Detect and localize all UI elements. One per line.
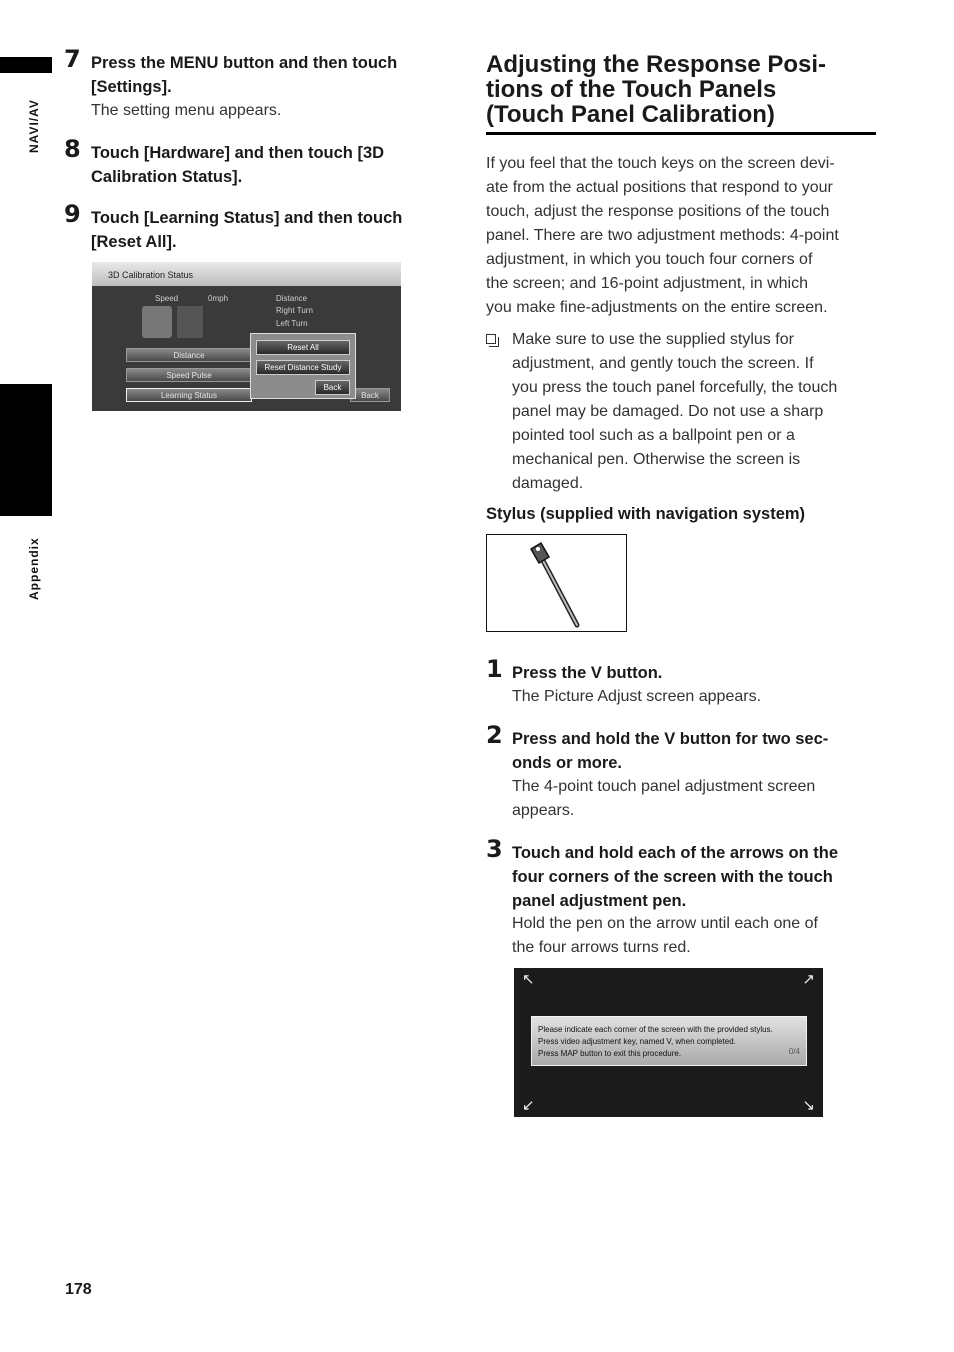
arrow-bottom-right-icon[interactable]: ↘ [802, 1097, 815, 1114]
right-turn-label: Right Turn [276, 306, 313, 315]
popup-back-button[interactable]: Back [315, 380, 350, 395]
speed-value: 0mph [208, 294, 229, 303]
arrow-top-right-icon[interactable]: ↗ [802, 971, 815, 988]
step-number-2: 2 [486, 721, 503, 749]
speed-pulse-button[interactable]: Speed Pulse [126, 368, 252, 382]
step-7-body: The setting menu appears. [91, 102, 282, 119]
step-2-title: Press and hold the V button for two sec- onds or more. [512, 730, 829, 772]
reset-distance-study-button[interactable]: Reset Distance Study [256, 360, 350, 375]
step-number-3: 3 [486, 835, 503, 863]
instruction-line-3: Press MAP button to exit this procedure. [538, 1049, 682, 1058]
reset-popup [250, 333, 356, 399]
note-checkbox-icon [486, 334, 496, 344]
side-tab-navi [0, 57, 52, 73]
instruction-line-2: Press video adjustment key, named V, when completed. [538, 1037, 736, 1046]
step-number-8: 8 [64, 135, 81, 163]
caution-note: Make sure to use the supplied stylus for adjustment, and gently touch the screen. If you press the touch panel forcefully, the touch panel may be damaged. Do not use a sharp pointed tool such as a ballpoint pen or a mechanical pen. Otherwise the screen is damaged. [486, 328, 878, 496]
step-1-body: The Picture Adjust screen appears. [512, 688, 762, 705]
step-3-title: Touch and hold each of the arrows on the four corners of the screen with the touch panel adjustment pen. [512, 844, 839, 910]
stylus-icon [487, 535, 626, 631]
step-number-1: 1 [486, 655, 503, 683]
side-tab-appendix [0, 384, 52, 516]
stylus-illustration [486, 534, 627, 632]
left-turn-label: Left Turn [276, 319, 308, 328]
instruction-box [531, 1016, 807, 1066]
heading-rule [486, 132, 876, 135]
step-9-title: Touch [Learning Status] and then touch [Reset All]. [91, 209, 403, 251]
section-heading: Adjusting the Response Posi- tions of the Touch Panels (Touch Panel Calibration) [486, 51, 827, 128]
calibration-status-screenshot [92, 262, 401, 411]
side-label-navi: NAVI/AV [27, 99, 41, 153]
speed-readout [177, 306, 203, 338]
arrow-bottom-left-icon[interactable]: ↙ [522, 1097, 535, 1114]
speed-gauge [142, 306, 172, 338]
page-number: 178 [65, 1281, 92, 1298]
step-2-body: The 4-point touch panel adjustment screen appears. [512, 778, 816, 819]
touch-panel-adjustment-screenshot [514, 968, 823, 1117]
arrow-top-left-icon[interactable]: ↖ [522, 971, 535, 988]
intro-paragraph: If you feel that the touch keys on the screen devi- ate from the actual positions that respond to your touch, adjust the response positions of the touch panel. There are two adjustment methods: 4-point adjustment, in which you touch four corners of the screen; and 16-point adjustment, in which you make fine-adjustments on the entire screen. [486, 155, 839, 316]
step-1-title: Press the V button. [512, 664, 663, 682]
speed-label: Speed [155, 294, 179, 303]
stylus-caption: Stylus (supplied with navigation system) [486, 505, 806, 523]
back-button[interactable]: Back [350, 388, 390, 402]
side-label-appendix: Appendix [27, 537, 41, 600]
distance-label: Distance [276, 294, 308, 303]
reset-all-button[interactable]: Reset All [256, 340, 350, 355]
progress-counter: 0/4 [788, 1047, 800, 1056]
step-8-title: Touch [Hardware] and then touch [3D Calibration Status]. [91, 144, 385, 186]
step-7-title: Press the MENU button and then touch [Settings]. [91, 54, 398, 96]
instruction-line-1: Please indicate each corner of the screen with the provided stylus. [538, 1025, 773, 1034]
step-3-body: Hold the pen on the arrow until each one of the four arrows turns red. [512, 915, 818, 956]
distance-button[interactable]: Distance [126, 348, 252, 362]
step-number-9: 9 [64, 200, 81, 228]
step-number-7: 7 [64, 45, 81, 73]
learning-status-button[interactable]: Learning Status [126, 388, 252, 402]
screen-header: 3D Calibration Status [92, 262, 401, 286]
